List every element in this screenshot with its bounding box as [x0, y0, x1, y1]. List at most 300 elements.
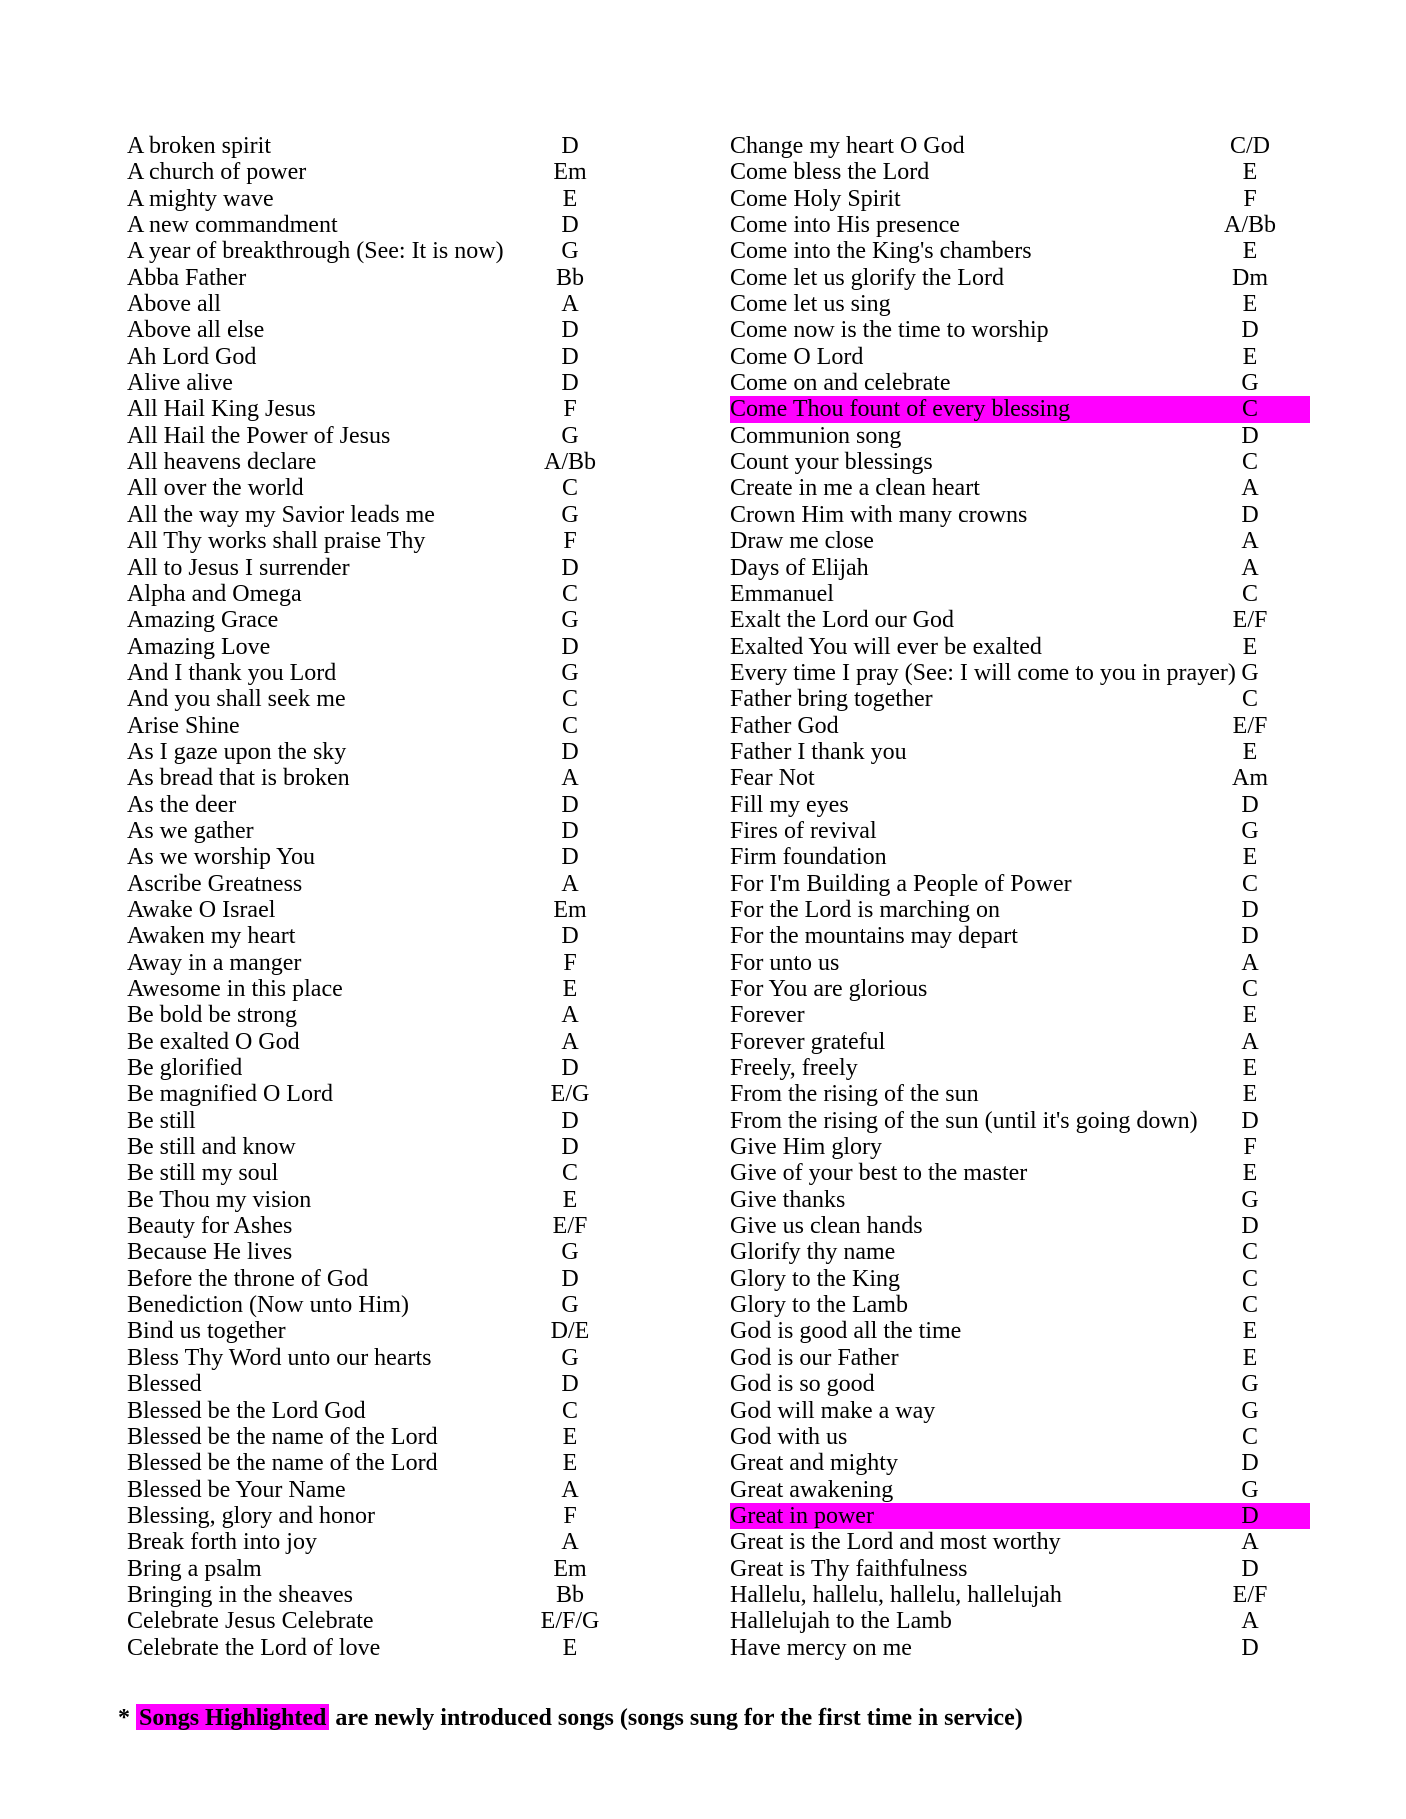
song-row	[730, 660, 1310, 686]
song-title: A year of breakthrough (See: It is now)	[127, 238, 504, 265]
song-key: F	[563, 396, 577, 423]
song-title: Blessed be the name of the Lord	[127, 1450, 438, 1477]
song-title: From the rising of the sun	[730, 1081, 979, 1108]
footnote-rest-text: are newly introduced songs (songs sung for the first time in service)	[329, 1705, 1023, 1730]
song-title: Great and mighty	[730, 1450, 898, 1477]
song-row	[730, 475, 1310, 501]
song-row	[127, 370, 640, 396]
song-row	[127, 212, 640, 238]
song-title: Communion song	[730, 422, 902, 449]
song-key: C	[1241, 976, 1258, 1002]
song-title: Bind us together	[127, 1318, 286, 1345]
song-title: Celebrate the Lord of love	[127, 1634, 381, 1661]
song-key: D	[1241, 501, 1259, 528]
song-row	[127, 449, 640, 475]
song-row	[730, 1371, 1310, 1397]
song-key: F	[1243, 1134, 1257, 1161]
song-title: Celebrate Jesus Celebrate	[127, 1608, 374, 1635]
song-title: Forever grateful	[730, 1028, 886, 1055]
song-title: Come let us sing	[730, 291, 891, 318]
song-title: Come Holy Spirit	[730, 185, 901, 212]
song-key: A	[561, 1529, 579, 1556]
song-key: A	[561, 1028, 579, 1055]
song-key: F	[1243, 185, 1257, 212]
song-key: E	[1242, 1002, 1258, 1029]
song-key: C	[561, 1160, 578, 1187]
song-row	[127, 1556, 640, 1582]
song-row	[730, 317, 1310, 343]
song-row	[730, 792, 1310, 818]
song-title: All Thy works shall praise Thy	[127, 528, 426, 555]
song-key: E	[562, 1423, 578, 1450]
song-title: Firm foundation	[730, 844, 887, 871]
song-row	[127, 976, 640, 1002]
song-key: A	[561, 765, 579, 792]
song-key: A	[1241, 1028, 1259, 1055]
song-title: And you shall seek me	[127, 686, 346, 713]
song-title: Create in me a clean heart	[730, 475, 980, 502]
song-key: G	[561, 238, 579, 265]
song-row	[730, 423, 1310, 449]
footnote-asterisk: *	[118, 1705, 136, 1730]
song-key: E	[562, 1450, 578, 1477]
song-key: E	[1242, 159, 1258, 186]
song-title: All heavens declare	[127, 449, 317, 476]
song-key: G	[561, 1344, 579, 1371]
song-title: As bread that is broken	[127, 765, 350, 792]
song-key: G	[561, 1239, 579, 1266]
song-key: C	[1241, 1423, 1258, 1450]
song-row	[730, 950, 1310, 976]
song-row	[127, 186, 640, 212]
song-title: God is so good	[730, 1371, 875, 1398]
song-title: Bring a psalm	[127, 1555, 262, 1582]
song-title: Come let us glorify the Lord	[730, 264, 1004, 291]
song-row	[127, 871, 640, 897]
song-title: Ah Lord God	[127, 343, 257, 370]
song-key: D	[1241, 1634, 1259, 1661]
song-row	[127, 1081, 640, 1107]
song-title: Amazing Grace	[127, 607, 279, 634]
song-title: Days of Elijah	[730, 554, 869, 581]
song-title: All to Jesus I surrender	[127, 554, 350, 581]
song-key: C	[1241, 396, 1258, 423]
song-key: A	[1241, 1529, 1259, 1556]
song-row	[127, 1292, 640, 1318]
song-row	[730, 1318, 1310, 1344]
song-key: D	[561, 1265, 579, 1292]
song-row	[730, 607, 1310, 633]
song-title: Alpha and Omega	[127, 580, 302, 607]
song-key: C	[561, 712, 578, 739]
song-title: Beauty for Ashes	[127, 1213, 293, 1240]
song-key: G	[1241, 659, 1259, 686]
song-title: All Hail the Power of Jesus	[127, 422, 391, 449]
song-title: Emmanuel	[730, 580, 834, 607]
song-row	[127, 1002, 640, 1028]
song-key: D	[561, 343, 579, 370]
song-title: Exalt the Lord our God	[730, 607, 954, 634]
song-row	[730, 844, 1310, 870]
song-title: For I'm Building a People of Power	[730, 870, 1072, 897]
song-title: Give us clean hands	[730, 1213, 923, 1240]
song-key: E	[1242, 738, 1258, 765]
song-column-left	[127, 133, 640, 1661]
song-key: G	[1241, 370, 1259, 397]
song-row	[127, 1477, 640, 1503]
song-row	[730, 133, 1310, 159]
song-row	[127, 1108, 640, 1134]
song-title: God is our Father	[730, 1344, 899, 1371]
song-title: Father God	[730, 712, 839, 739]
song-row	[127, 792, 640, 818]
song-key: D	[561, 133, 579, 159]
song-row	[730, 1529, 1310, 1555]
song-row	[127, 607, 640, 633]
song-title: Great in power	[730, 1502, 874, 1529]
song-row	[730, 1239, 1310, 1265]
song-key: G	[1241, 1476, 1259, 1503]
song-title: Every time I pray (See: I will come to you in prayer)	[730, 659, 1236, 686]
song-row	[730, 449, 1310, 475]
song-title: Give of your best to the master	[730, 1160, 1028, 1187]
song-row	[127, 317, 640, 343]
song-key: E/F	[1232, 712, 1268, 739]
song-key: D	[561, 1055, 579, 1082]
song-key: E	[1242, 633, 1258, 660]
song-row	[730, 686, 1310, 712]
song-key: C	[1241, 449, 1258, 476]
song-title: Be Thou my vision	[127, 1186, 312, 1213]
song-row	[127, 1503, 640, 1529]
song-title: Come on and celebrate	[730, 370, 951, 397]
song-row	[730, 1213, 1310, 1239]
song-key: C	[1241, 686, 1258, 713]
song-key: E	[1242, 343, 1258, 370]
song-row	[127, 1371, 640, 1397]
song-row	[127, 423, 640, 449]
song-key: E/F	[1232, 1581, 1268, 1608]
song-row	[730, 291, 1310, 317]
song-row	[730, 1055, 1310, 1081]
song-key: E	[1242, 1344, 1258, 1371]
song-key: E	[1242, 238, 1258, 265]
song-row	[127, 844, 640, 870]
song-title: Give thanks	[730, 1186, 846, 1213]
song-row	[730, 634, 1310, 660]
song-key: G	[561, 422, 579, 449]
song-title: Crown Him with many crowns	[730, 501, 1028, 528]
song-key: Em	[553, 896, 587, 923]
song-title: For the Lord is marching on	[730, 896, 1000, 923]
song-row	[730, 1477, 1310, 1503]
song-key: E	[562, 1634, 578, 1661]
song-key: D	[1241, 1450, 1259, 1477]
song-key: E	[1242, 1318, 1258, 1345]
song-row	[730, 1292, 1310, 1318]
song-key: E/F	[1232, 607, 1268, 634]
song-title: Blessing, glory and honor	[127, 1502, 375, 1529]
song-title: Have mercy on me	[730, 1634, 912, 1661]
song-row	[730, 1424, 1310, 1450]
song-title: And I thank you Lord	[127, 659, 337, 686]
song-title: Come Thou fount of every blessing	[730, 396, 1071, 423]
song-key: D	[1241, 422, 1259, 449]
song-title: Because He lives	[127, 1239, 293, 1266]
song-key: C	[1241, 1239, 1258, 1266]
song-key: Em	[553, 159, 587, 186]
song-row-highlighted	[730, 396, 1310, 422]
song-key: C	[1241, 1292, 1258, 1319]
song-key: E	[1242, 291, 1258, 318]
song-key: A	[1241, 554, 1259, 581]
song-row	[730, 581, 1310, 607]
song-row	[127, 634, 640, 660]
song-title: Hallelu, hallelu, hallelu, hallelujah	[730, 1581, 1062, 1608]
song-key: D	[561, 1134, 579, 1161]
song-title: All Hail King Jesus	[127, 396, 316, 423]
song-row	[730, 1160, 1310, 1186]
song-key: D	[561, 844, 579, 871]
song-row	[730, 159, 1310, 185]
song-key: E	[1242, 1081, 1258, 1108]
song-row	[730, 923, 1310, 949]
song-row	[730, 1002, 1310, 1028]
song-title: Bringing in the sheaves	[127, 1581, 353, 1608]
song-row	[127, 1239, 640, 1265]
song-key: E	[562, 185, 578, 212]
song-key: D	[561, 738, 579, 765]
song-title: Away in a manger	[127, 949, 302, 976]
song-row	[127, 344, 640, 370]
song-key: Em	[553, 1555, 587, 1582]
song-row	[730, 1108, 1310, 1134]
song-title: Father I thank you	[730, 738, 907, 765]
song-key: Bb	[555, 1581, 584, 1608]
song-title: Glory to the Lamb	[730, 1292, 908, 1319]
song-row	[730, 818, 1310, 844]
song-key: Dm	[1232, 264, 1268, 291]
song-row	[127, 660, 640, 686]
song-key: D	[561, 554, 579, 581]
song-title: Blessed be the name of the Lord	[127, 1423, 438, 1450]
song-key: C	[561, 580, 578, 607]
song-row	[730, 713, 1310, 739]
song-title: Fill my eyes	[730, 791, 849, 818]
song-key: D	[1241, 317, 1259, 344]
song-title: All over the world	[127, 475, 304, 502]
song-title: Before the throne of God	[127, 1265, 369, 1292]
song-row	[730, 555, 1310, 581]
song-row	[730, 1556, 1310, 1582]
song-row	[127, 1529, 640, 1555]
song-row	[127, 396, 640, 422]
song-title: Come into His presence	[730, 212, 960, 239]
song-key: D	[1241, 791, 1259, 818]
song-key: E	[1242, 1160, 1258, 1187]
song-row	[730, 1134, 1310, 1160]
song-title: Glory to the King	[730, 1265, 900, 1292]
song-title: Above all	[127, 291, 221, 318]
song-row	[127, 1424, 640, 1450]
song-key: A	[561, 1002, 579, 1029]
song-title: Fear Not	[730, 765, 815, 792]
song-title: As we gather	[127, 817, 254, 844]
song-row	[730, 976, 1310, 1002]
song-title: Be still	[127, 1107, 196, 1134]
song-title: A church of power	[127, 159, 307, 186]
song-key: F	[563, 949, 577, 976]
song-row	[730, 344, 1310, 370]
song-key: C	[561, 1397, 578, 1424]
song-key: E	[1242, 844, 1258, 871]
song-key: E	[1242, 1055, 1258, 1082]
song-title: Great awakening	[730, 1476, 894, 1503]
song-row	[127, 238, 640, 264]
song-title: Count your blessings	[730, 449, 933, 476]
song-row	[730, 1081, 1310, 1107]
song-title: A mighty wave	[127, 185, 274, 212]
song-key: G	[561, 659, 579, 686]
song-row	[127, 502, 640, 528]
song-title: Abba Father	[127, 264, 247, 291]
song-row	[127, 923, 640, 949]
song-title: Come into the King's chambers	[730, 238, 1032, 265]
song-row	[127, 475, 640, 501]
song-title: Glorify thy name	[730, 1239, 896, 1266]
song-key: D	[561, 370, 579, 397]
song-key: E/F	[552, 1213, 588, 1240]
song-title: For You are glorious	[730, 976, 928, 1002]
song-key: C	[1241, 1265, 1258, 1292]
song-row	[127, 818, 640, 844]
song-title: Arise Shine	[127, 712, 240, 739]
song-row	[127, 265, 640, 291]
song-key: D	[561, 1107, 579, 1134]
song-key: D	[561, 1371, 579, 1398]
song-row	[127, 950, 640, 976]
song-title: Be glorified	[127, 1055, 243, 1082]
song-row	[127, 686, 640, 712]
song-title: From the rising of the sun (until it's going down)	[730, 1107, 1198, 1134]
song-row	[730, 265, 1310, 291]
song-row	[730, 871, 1310, 897]
footnote	[118, 1703, 1378, 1730]
song-row	[127, 1635, 640, 1661]
song-title: For the mountains may depart	[730, 923, 1018, 950]
song-row	[730, 1398, 1310, 1424]
song-row	[127, 1029, 640, 1055]
song-key: G	[1241, 1371, 1259, 1398]
song-key: E/G	[550, 1081, 590, 1108]
song-row	[730, 739, 1310, 765]
song-row	[730, 528, 1310, 554]
song-row	[127, 713, 640, 739]
song-row	[730, 765, 1310, 791]
song-key: E	[562, 976, 578, 1002]
song-row	[127, 1055, 640, 1081]
song-title: Great is the Lord and most worthy	[730, 1529, 1061, 1556]
song-row	[730, 1029, 1310, 1055]
song-key: A	[1241, 1608, 1259, 1635]
song-title: Be magnified O Lord	[127, 1081, 333, 1108]
song-row	[127, 159, 640, 185]
song-key: F	[563, 528, 577, 555]
song-row-highlighted	[730, 1503, 1310, 1529]
song-title: Blessed be Your Name	[127, 1476, 346, 1503]
song-key: D	[561, 791, 579, 818]
song-title: Be bold be strong	[127, 1002, 297, 1029]
song-key: G	[1241, 1397, 1259, 1424]
song-title: A new commandment	[127, 212, 338, 239]
song-title: Amazing Love	[127, 633, 271, 660]
song-title: Draw me close	[730, 528, 874, 555]
song-row	[127, 897, 640, 923]
song-title: Blessed	[127, 1371, 202, 1398]
song-title: Come bless the Lord	[730, 159, 930, 186]
song-key: D	[1241, 1502, 1259, 1529]
song-title: Freely, freely	[730, 1055, 858, 1082]
song-key: D	[1241, 1555, 1259, 1582]
song-row	[730, 370, 1310, 396]
song-row	[730, 1187, 1310, 1213]
song-row	[127, 739, 640, 765]
song-title: Bless Thy Word unto our hearts	[127, 1344, 432, 1371]
song-title: Blessed be the Lord God	[127, 1397, 366, 1424]
song-row	[127, 291, 640, 317]
song-title: Be still and know	[127, 1134, 296, 1161]
song-row	[730, 1635, 1310, 1661]
song-title: Alive alive	[127, 370, 233, 397]
song-title: Be exalted O God	[127, 1028, 300, 1055]
song-key: E/F/G	[540, 1608, 600, 1635]
song-title: God with us	[730, 1423, 848, 1450]
song-key: D	[1241, 896, 1259, 923]
song-title: Hallelujah to the Lamb	[730, 1608, 952, 1635]
song-title: A broken spirit	[127, 133, 271, 159]
song-title: Forever	[730, 1002, 805, 1029]
song-key: G	[1241, 1186, 1259, 1213]
song-key: D	[1241, 1107, 1259, 1134]
song-key: G	[561, 607, 579, 634]
song-title: Change my heart O God	[730, 133, 965, 159]
song-key: A/Bb	[543, 449, 596, 476]
song-row	[127, 1213, 640, 1239]
song-title: As the deer	[127, 791, 237, 818]
song-key: A	[1241, 528, 1259, 555]
song-key: Bb	[555, 264, 584, 291]
song-column-right	[730, 133, 1310, 1661]
song-key: A	[561, 1476, 579, 1503]
song-title: Fires of revival	[730, 817, 877, 844]
song-title: God will make a way	[730, 1397, 936, 1424]
song-key: F	[563, 1502, 577, 1529]
song-key: A/Bb	[1223, 212, 1276, 239]
song-title: Exalted You will ever be exalted	[730, 633, 1042, 660]
footnote-highlighted-text: Songs Highlighted	[136, 1704, 329, 1730]
song-title: Awesome in this place	[127, 976, 343, 1002]
song-row	[127, 1582, 640, 1608]
song-key: D	[561, 212, 579, 239]
song-title: Come now is the time to worship	[730, 317, 1049, 344]
song-row	[730, 1345, 1310, 1371]
song-title: For unto us	[730, 949, 840, 976]
song-title: Above all else	[127, 317, 265, 344]
song-title: All the way my Savior leads me	[127, 501, 435, 528]
song-row	[730, 1608, 1310, 1634]
song-key: G	[561, 501, 579, 528]
song-title: Ascribe Greatness	[127, 870, 303, 897]
